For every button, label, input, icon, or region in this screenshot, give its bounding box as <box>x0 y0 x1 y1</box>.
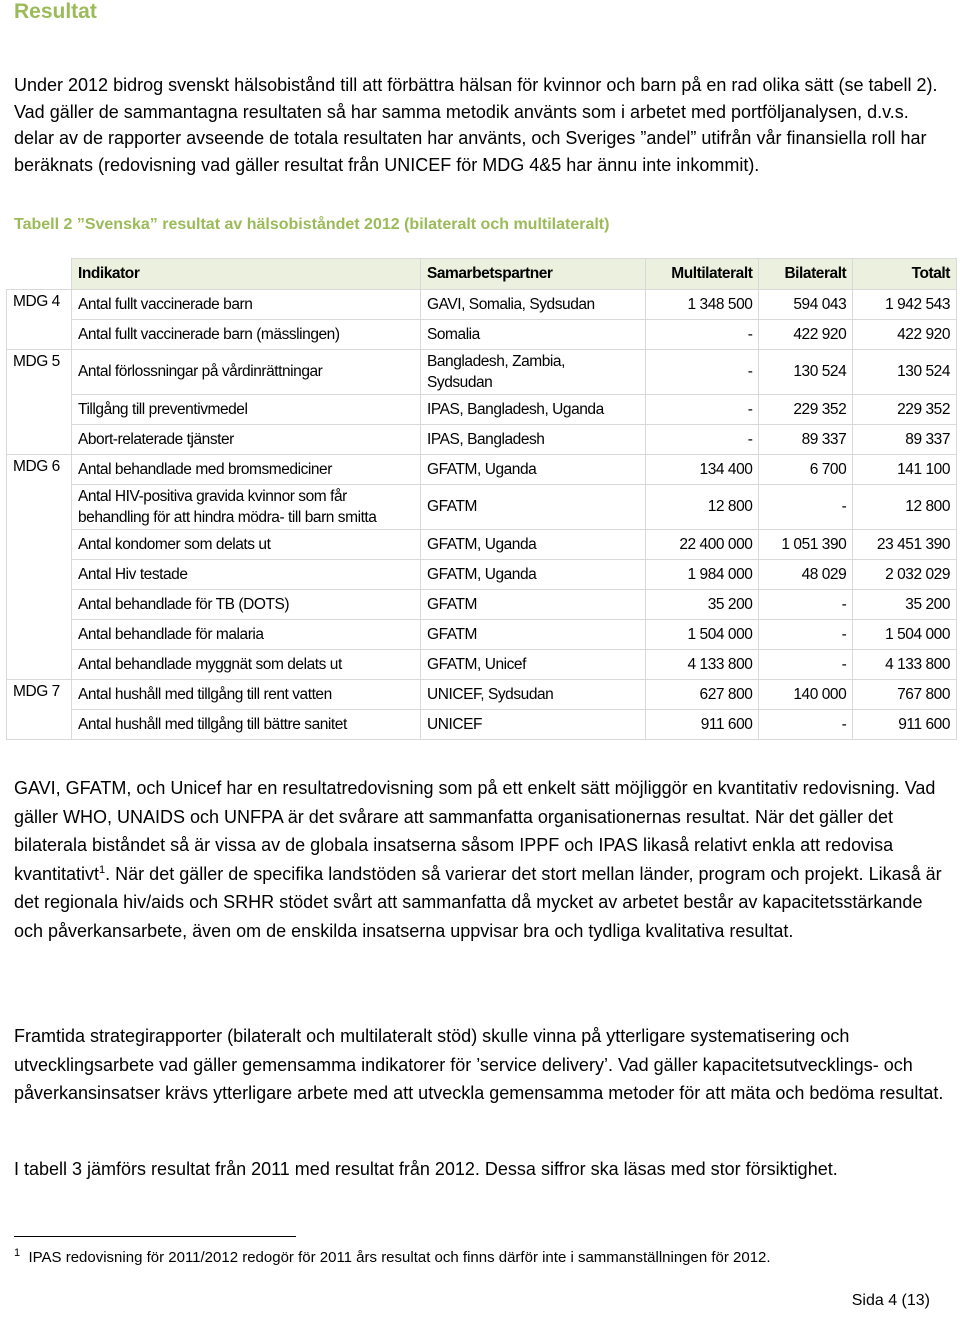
paragraph-text: . När det gäller de specifika landstöden så varierar det stort mellan länder, program och projekt. Likaså är det regionala hiv/aids och SRHR stödet svårt att sammanfatta då mycket av arbetet består av kapacitetsstärkande och påverkansarbete, även om de enskilda insatserna uppvisar bra och tydliga kvalitativa resultat. <box>14 863 942 941</box>
section-heading: Resultat <box>14 0 97 23</box>
bilateralt-cell: 422 920 <box>759 320 853 350</box>
totalt-cell: 229 352 <box>853 395 957 425</box>
bilateralt-cell: 140 000 <box>759 680 853 710</box>
bilateralt-cell: 89 337 <box>759 425 853 455</box>
table-row <box>7 395 957 425</box>
indikator-cell: Antal behandlade myggnät som delats ut <box>72 650 421 680</box>
totalt-cell: 141 100 <box>853 455 957 485</box>
indikator-cell: Antal hushåll med tillgång till rent vatten <box>72 680 421 710</box>
table-row <box>7 350 957 395</box>
partner-cell: IPAS, Bangladesh <box>421 425 646 455</box>
table-row <box>7 425 957 455</box>
table-row <box>7 320 957 350</box>
table-row <box>7 590 957 620</box>
multilateralt-cell: 4 133 800 <box>646 650 759 680</box>
body-paragraph-strategy: Framtida strategirapporter (bilateralt och multilateralt stöd) skulle vinna på ytterligare systematisering och utvecklingsarbete vad gäller gemensamma indikatorer för ’service delivery’. Vad gäller kapacitetsutvecklings- och påverkansinsatser krävs ytterligare arbete med att utveckla gemensamma metoder för att mäta och bedöma resultat. <box>14 1026 944 1103</box>
bilateralt-cell: - <box>759 485 853 530</box>
mdg-label: MDG 7 <box>7 680 72 740</box>
totalt-cell: 422 920 <box>853 320 957 350</box>
indikator-cell: Antal behandlade med bromsmediciner <box>72 455 421 485</box>
footnote-reference: 1 <box>99 863 106 876</box>
mdg-label: MDG 4 <box>7 290 72 350</box>
indikator-cell: Antal fullt vaccinerade barn <box>72 290 421 320</box>
indikator-cell: Antal kondomer som delats ut <box>72 530 421 560</box>
indikator-cell: Antal förlossningar på vårdinrättningar <box>72 350 421 395</box>
indikator-cell <box>72 485 421 530</box>
bilateralt-cell: 6 700 <box>759 455 853 485</box>
partner-cell: GFATM <box>421 620 646 650</box>
mdg-label: MDG 5 <box>7 350 72 455</box>
mdg-label: MDG 6 <box>7 455 72 680</box>
intro-paragraph: Under 2012 bidrog svenskt hälsobistånd till att förbättra hälsan för kvinnor och barn på en rad olika sätt (se tabell 2). Vad gäller de sammantagna resultaten så har samma metodik använts som i arbetet med portföljanalysen, d.v.s. delar av de rapporter avseende de totala resultaten har använts, och Sveriges ”andel” utifrån vår finansiella roll har beräknats (redovisning vad gäller resultat från UNICEF för MDG 4&5 har ännu inte inkommit). <box>14 75 938 175</box>
indikator-text: Antal HIV-positiva gravida kvinnor som får behandling för att hindra mödra- till barn smitta <box>78 488 377 526</box>
footnote-separator <box>14 1236 296 1237</box>
partner-cell: UNICEF <box>421 710 646 740</box>
bilateralt-cell: - <box>759 590 853 620</box>
bilateralt-cell: 1 051 390 <box>759 530 853 560</box>
footnote-text: IPAS redovisning för 2011/2012 redogör för 2011 års resultat och finns därför inte i sammanställningen för 2012. <box>28 1249 771 1266</box>
totalt-cell: 767 800 <box>853 680 957 710</box>
table-row <box>7 710 957 740</box>
partner-cell <box>421 350 646 395</box>
totalt-cell: 23 451 390 <box>853 530 957 560</box>
bilateralt-cell: - <box>759 620 853 650</box>
partner-cell: GAVI, Somalia, Sydsudan <box>421 290 646 320</box>
indikator-cell: Antal hushåll med tillgång till bättre sanitet <box>72 710 421 740</box>
bilateralt-cell: 130 524 <box>759 350 853 395</box>
multilateralt-cell: 627 800 <box>646 680 759 710</box>
totalt-cell: 2 032 029 <box>853 560 957 590</box>
partner-cell: GFATM <box>421 485 646 530</box>
multilateralt-cell: - <box>646 320 759 350</box>
multilateralt-cell: 911 600 <box>646 710 759 740</box>
totalt-cell: 1 504 000 <box>853 620 957 650</box>
header-totalt: Totalt <box>853 259 957 290</box>
table-row <box>7 620 957 650</box>
multilateralt-cell: 22 400 000 <box>646 530 759 560</box>
partner-cell: GFATM, Unicef <box>421 650 646 680</box>
multilateralt-cell: 35 200 <box>646 590 759 620</box>
table-row <box>7 650 957 680</box>
bilateralt-cell: 594 043 <box>759 290 853 320</box>
totalt-cell: 89 337 <box>853 425 957 455</box>
totalt-cell: 12 800 <box>853 485 957 530</box>
table-row <box>7 290 957 320</box>
table-row <box>7 455 957 485</box>
multilateralt-cell: - <box>646 350 759 395</box>
partner-cell: GFATM <box>421 590 646 620</box>
header-bilateralt: Bilateralt <box>759 259 853 290</box>
bilateralt-cell: - <box>759 650 853 680</box>
bilateralt-cell: 48 029 <box>759 560 853 590</box>
multilateralt-cell: - <box>646 395 759 425</box>
bilateralt-cell: 229 352 <box>759 395 853 425</box>
indikator-cell: Tillgång till preventivmedel <box>72 395 421 425</box>
indikator-cell: Antal fullt vaccinerade barn (mässlingen) <box>72 320 421 350</box>
header-samarbetspartner: Samarbetspartner <box>421 259 646 290</box>
indikator-cell: Antal Hiv testade <box>72 560 421 590</box>
partner-cell: IPAS, Bangladesh, Uganda <box>421 395 646 425</box>
table-row <box>7 560 957 590</box>
table-row <box>7 485 957 530</box>
indikator-cell: Antal behandlade för malaria <box>72 620 421 650</box>
multilateralt-cell: - <box>646 425 759 455</box>
multilateralt-cell: 134 400 <box>646 455 759 485</box>
header-multilateralt: Multilateralt <box>646 259 759 290</box>
table-caption: Tabell 2 ”Svenska” resultat av hälsobiståndet 2012 (bilateralt och multilateralt) <box>14 216 610 233</box>
results-table <box>6 258 957 740</box>
partner-cell: GFATM, Uganda <box>421 560 646 590</box>
table-row <box>7 530 957 560</box>
page-number: Sida 4 (13) <box>851 1292 930 1309</box>
totalt-cell: 911 600 <box>853 710 957 740</box>
multilateralt-cell: 12 800 <box>646 485 759 530</box>
mdg-header-cell <box>7 259 72 290</box>
body-paragraph-comparison: I tabell 3 jämförs resultat från 2011 med resultat från 2012. Dessa siffror ska läsas med stor försiktighet. <box>14 1159 838 1179</box>
body-paragraph-results <box>14 774 944 945</box>
totalt-cell: 35 200 <box>853 590 957 620</box>
header-indikator: Indikator <box>72 259 421 290</box>
partner-cell: GFATM, Uganda <box>421 530 646 560</box>
table-header-row <box>7 259 957 290</box>
totalt-cell: 1 942 543 <box>853 290 957 320</box>
indikator-cell: Antal behandlade för TB (DOTS) <box>72 590 421 620</box>
bilateralt-cell: - <box>759 710 853 740</box>
table-row <box>7 680 957 710</box>
footnote-mark: 1 <box>14 1247 21 1259</box>
partner-text: Bangladesh, Zambia, Sydsudan <box>427 353 565 391</box>
footnote <box>14 1246 771 1270</box>
paragraph-text: GAVI, GFATM, och Unicef har en resultatredovisning som på ett enkelt sätt möjliggör en kvantitativ redovisning. Vad gäller WHO, UNAIDS och UNFPA är det svårare att sammanfatta organisationernas resultat. När det gäller det bilaterala biståndet så är vissa av de globala insatserna såsom IPPF och IPAS likaså relativt enkla att redovisa kvantitativt <box>14 778 936 884</box>
multilateralt-cell: 1 504 000 <box>646 620 759 650</box>
totalt-cell: 4 133 800 <box>853 650 957 680</box>
multilateralt-cell: 1 348 500 <box>646 290 759 320</box>
partner-cell: Somalia <box>421 320 646 350</box>
partner-cell: GFATM, Uganda <box>421 455 646 485</box>
partner-cell: UNICEF, Sydsudan <box>421 680 646 710</box>
multilateralt-cell: 1 984 000 <box>646 560 759 590</box>
totalt-cell: 130 524 <box>853 350 957 395</box>
indikator-cell: Abort-relaterade tjänster <box>72 425 421 455</box>
